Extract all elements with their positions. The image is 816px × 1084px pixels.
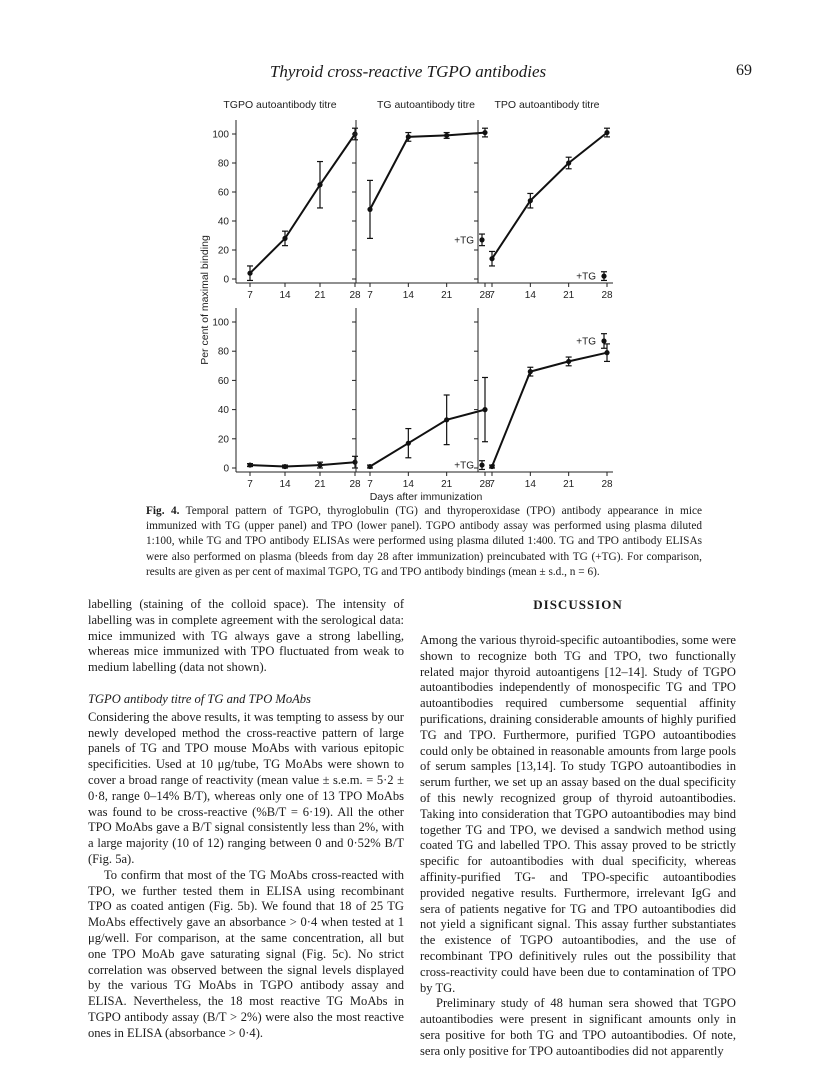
- x-tick-label: 21: [563, 290, 575, 301]
- data-point: [489, 256, 494, 261]
- x-tick-label: 14: [524, 290, 536, 301]
- x-tick-label: 7: [247, 290, 253, 301]
- x-tick-label: 21: [314, 290, 326, 301]
- y-tick-label: 100: [212, 317, 229, 329]
- x-tick-label: 14: [402, 290, 414, 301]
- caption-label: Fig. 4.: [146, 505, 180, 517]
- data-point: [247, 271, 252, 276]
- data-point: [566, 160, 571, 165]
- series-line: [492, 353, 607, 467]
- paragraph: Among the various thyroid-specific autoantibodies, some were shown to recognize both TG and TPO, two functionally related major thyroid autoantigens [12–14]. Study of TGPO autoantibodies independently of monospecific TG and TPO autoantibodies required cumbersome sequential affinity purifications, draining considerable amounts of highly purified TG and TPO. Furthermore, purified TGPO autoantibodies could only be obtained in reasonable amounts from large pools of serum samples [13,14]. To study TGPO autoantibodies in serum further, we set up an assay based on the dual specificity of this newly recognized group of thyroid autoantibodies. Taking into consideration that TGPO autoantibodies may bind together TG and TPO, we devised a sandwich method using coated TG and labelled TPO. This assay proved to be strictly specific for autoantibodies with dual specificity, whereas affinity-purified TG- and TPO-specific autoantibodies provided negative results. Furthermore, irrelevant IgG and sera of patients negative for TG and TPO autoantibodies did not yield a significant signal. This assay further substantiates the existence of TGPO autoantibodies, and the use of recombinant TPO definitively rules out the possibility that cross-reactivity could have been due to contamination of TPO by TG.: [420, 633, 736, 995]
- caption-text: Temporal pattern of TGPO, thyroglobulin (TG) and thyroperoxidase (TPO) antibody appearance in mice immunized with TG (upper panel) and TPO (lower panel). TGPO antibody assay was performed using plasma diluted 1:100, while TG and TPO antibody ELISAs were performed using plasma diluted 1:400. TG and TPO antibody ELISAs were also performed on plasma (bleeds from day 28 after immunization) preincubated with TG (+TG). For comparison, results are given as per cent of maximal TGPO, TG and TPO antibody bindings (mean ± s.d., n = 6).: [146, 505, 702, 578]
- x-tick-label: 28: [349, 479, 361, 490]
- y-tick-label: 0: [223, 463, 229, 475]
- figure-4-chart: [0, 0, 816, 504]
- series-line: [370, 410, 485, 467]
- x-tick-label: 7: [367, 290, 373, 301]
- series-line: [370, 133, 485, 210]
- data-point: [482, 407, 487, 412]
- y-tick-label: 20: [217, 245, 229, 257]
- paragraph: labelling (staining of the colloid space). The intensity of labelling was in complete agreement with the serological data: mice immunized with TG always gave a strong labelling, whereas mice immunized with TPO fluctuated from weak to medium labelling (data not shown).: [88, 597, 404, 675]
- y-tick-label: 0: [223, 274, 229, 286]
- right-column: [420, 597, 736, 1060]
- y-tick-label: 40: [217, 405, 229, 417]
- tg-label: +TG: [576, 271, 596, 283]
- x-tick-label: 21: [314, 479, 326, 490]
- x-tick-label: 14: [524, 479, 536, 490]
- data-point: [317, 182, 322, 187]
- x-tick-label: 14: [402, 479, 414, 490]
- series-line: [250, 462, 355, 466]
- y-axis-label: Per cent of maximal binding: [199, 235, 211, 365]
- tg-data-point: [479, 237, 484, 242]
- data-point: [489, 464, 494, 469]
- x-tick-label: 28: [479, 479, 491, 490]
- data-point: [566, 359, 571, 364]
- x-tick-label: 7: [489, 479, 495, 490]
- running-title: Thyroid cross-reactive TGPO antibodies: [269, 62, 547, 81]
- series-line: [492, 133, 607, 259]
- x-tick-label: 28: [479, 290, 491, 301]
- panel-title: TG autoantibody titre: [376, 99, 476, 111]
- data-point: [282, 236, 287, 241]
- subheading: TGPO antibody titre of TG and TPO MoAbs: [88, 691, 311, 706]
- data-point: [367, 464, 372, 469]
- tg-data-point: [601, 274, 606, 279]
- y-tick-label: 60: [217, 375, 229, 387]
- x-tick-label: 14: [279, 479, 291, 490]
- data-point: [482, 130, 487, 135]
- x-tick-label: 21: [563, 479, 575, 490]
- panel-title: TGPO autoantibody titre: [223, 99, 337, 111]
- tg-data-point: [601, 338, 606, 343]
- left-column: [88, 597, 404, 1042]
- x-tick-label: 7: [247, 479, 253, 490]
- paragraph: Considering the above results, it was tempting to assess by our newly developed method the cross-reactive pattern of large panels of TG and TPO mouse MoAbs with various epitopic specificities. Used at 10 μg/tube, TG MoAbs were shown to cover a broad range of reactivity (mean value ± s.e.m. = 5·2 ± 0·8, range 0–14% B/T), whereas only one of 13 TPO MoAbs was found to be cross-reactive (%B/T = 6·19). All the other TPO MoAbs gave a B/T signal consistently less than 2%, with a large majority (10 of 12) ranging between 0 and 0·52% B/T (Fig. 5a).: [88, 709, 404, 866]
- tg-label: +TG: [454, 460, 474, 472]
- x-axis-label: Days after immunization: [369, 491, 483, 503]
- data-point: [604, 130, 609, 135]
- page-number: 69: [736, 62, 752, 79]
- x-tick-label: 7: [489, 290, 495, 301]
- paragraph: To confirm that most of the TG MoAbs cross-reacted with TPO, we further tested them in ELISA using recombinant TPO as coated antigen (Fig. 5b). We found that 18 of 25 TG MoAbs effectively gave an absorbance > 0·4 when tested at 1 μg/well. For comparison, at the same concentration, all but one TPO MoAb gave saturating signal (Fig. 5c). No strict correlation was observed between the signal levels displayed by the various TG MoAbs in TGPO antibody assay and ELISA. Nevertheless, the 18 most reactive TG MoAbs in TGPO antibody assay (B/T > 2%) were also the most reactive ones in ELISA (absorbance > 0·4).: [88, 867, 404, 1040]
- y-tick-label: 100: [212, 129, 229, 141]
- x-tick-label: 28: [349, 290, 361, 301]
- x-tick-label: 14: [279, 290, 291, 301]
- y-tick-label: 20: [217, 434, 229, 446]
- tg-data-point: [479, 462, 484, 467]
- x-tick-label: 7: [367, 479, 373, 490]
- y-tick-label: 40: [217, 216, 229, 228]
- x-tick-label: 28: [601, 290, 613, 301]
- data-point: [444, 133, 449, 138]
- data-point: [367, 207, 372, 212]
- panel-title: TPO autoantibody titre: [494, 99, 600, 111]
- paragraph: Preliminary study of 48 human sera showed that TGPO autoantibodies were present in significant amounts only in sera positive for both TG and TPO autoantibodies. Of note, sera only positive for TPO autoantibodies did not apparently: [420, 996, 736, 1058]
- data-point: [247, 462, 252, 467]
- figure-caption: [146, 504, 702, 580]
- data-point: [317, 462, 322, 467]
- series-line: [250, 134, 355, 273]
- data-point: [352, 460, 357, 465]
- x-tick-label: 21: [441, 290, 453, 301]
- data-point: [282, 464, 287, 469]
- x-tick-label: 28: [601, 479, 613, 490]
- data-point: [528, 198, 533, 203]
- tg-label: +TG: [454, 235, 474, 247]
- data-point: [604, 350, 609, 355]
- section-heading: DISCUSSION: [533, 597, 623, 612]
- data-point: [528, 369, 533, 374]
- data-point: [406, 441, 411, 446]
- x-tick-label: 21: [441, 479, 453, 490]
- y-tick-label: 80: [217, 158, 229, 170]
- y-tick-label: 80: [217, 346, 229, 358]
- y-tick-label: 60: [217, 187, 229, 199]
- tg-label: +TG: [576, 336, 596, 348]
- data-point: [444, 417, 449, 422]
- data-point: [406, 134, 411, 139]
